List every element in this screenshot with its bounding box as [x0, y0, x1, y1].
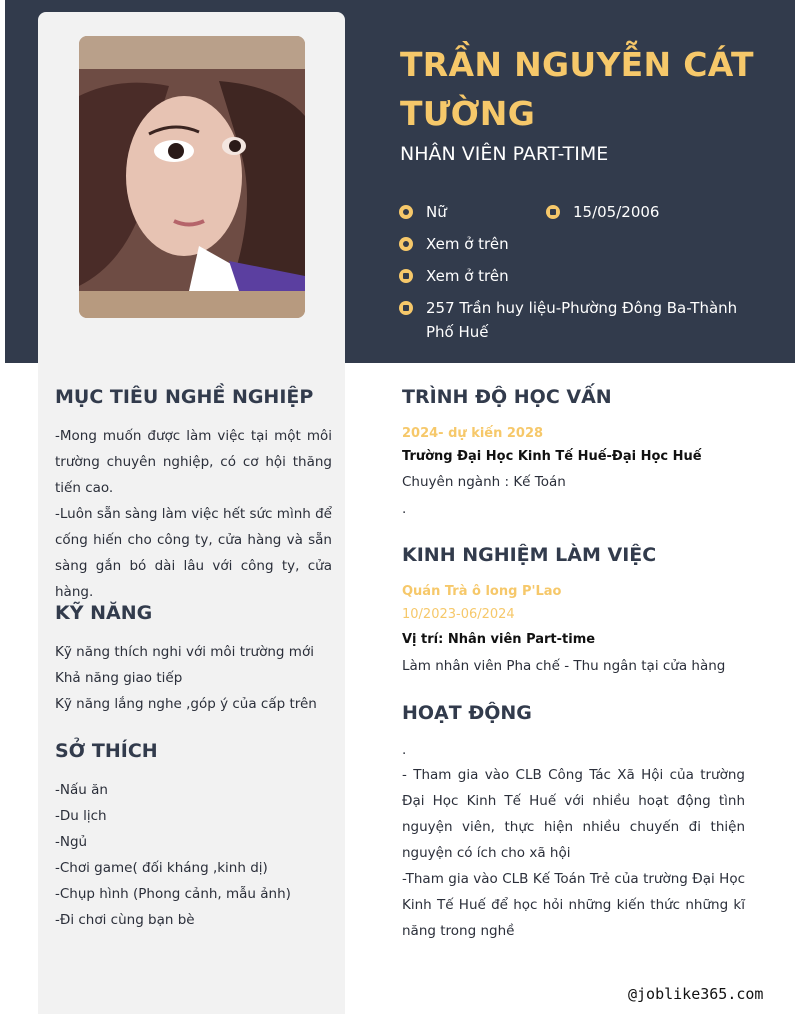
phone-value: Xem ở trên: [426, 235, 509, 253]
skill-item: Kỹ năng thích nghi với môi trường mới: [55, 644, 314, 660]
hobby-item: -Chơi game( đối kháng ,kinh dị): [55, 860, 268, 876]
hobby-item: -Ngủ: [55, 834, 88, 850]
hobby-item: -Đi chơi cùng bạn bè: [55, 912, 195, 928]
objective-title: MỤC TIÊU NGHỀ NGHIỆP: [55, 386, 314, 408]
candidate-name: TRẦN NGUYỄN CÁT TƯỜNG: [400, 45, 754, 133]
education-note: .: [402, 501, 407, 517]
education-school: Trường Đại Học Kinh Tế Huế-Đại Học Huế: [402, 449, 702, 464]
skill-item: Kỹ năng lắng nghe ,góp ý của cấp trên: [55, 696, 317, 712]
experience-company: Quán Trà ô long P'Lao: [402, 584, 562, 599]
address-value: 257 Trần huy liệu-Phường Đông Ba-Thành Phố Huế: [426, 299, 738, 341]
phone-icon: [399, 237, 413, 251]
skill-item: Khả năng giao tiếp: [55, 670, 183, 686]
hobby-item: -Nấu ăn: [55, 782, 108, 798]
experience-description: Làm nhân viên Pha chế - Thu ngân tại cửa hàng: [402, 658, 726, 674]
skills-title: KỸ NĂNG: [55, 602, 153, 624]
hobbies-title: SỞ THÍCH: [55, 740, 158, 762]
address-row: [399, 296, 769, 344]
education-title: TRÌNH ĐỘ HỌC VẤN: [402, 386, 612, 408]
email-value: Xem ở trên: [426, 267, 509, 285]
experience-title: KINH NGHIỆM LÀM VIỆC: [402, 544, 657, 566]
birthday-value: 15/05/2006: [573, 203, 660, 221]
hobby-item: -Du lịch: [55, 808, 107, 824]
gender-row: [399, 200, 447, 224]
hobby-item: -Chụp hình (Phong cảnh, mẫu ảnh): [55, 886, 291, 902]
mail-icon: [399, 269, 413, 283]
activities-note: .: [402, 742, 407, 758]
home-icon: [399, 301, 413, 315]
objective-para-1: -Mong muốn được làm việc tại một môi trường chuyên nghiệp, có cơ hội thăng tiến cao.: [55, 428, 332, 496]
objective-para-2: -Luôn sẵn sàng làm việc hết sức mình để cống hiến cho công ty, cửa hàng và sẵn sàng gắn bó dài lâu với công ty, cửa hàng.: [55, 506, 332, 600]
gender-value: Nữ: [426, 203, 447, 221]
education-major: Chuyên ngành : Kế Toán: [402, 474, 566, 490]
activity-item-1: - Tham gia vào CLB Công Tác Xã Hội của trường Đại Học Kinh Tế Huế với nhiều hoạt động tình nguyện viên, thực hiện nhiều chuyến đi thiện nguyện có ích cho xã hội: [402, 767, 745, 861]
education-period: 2024- dự kiến 2028: [402, 426, 544, 441]
experience-position: Vị trí: Nhân viên Part-time: [402, 632, 596, 647]
email-row: [399, 264, 509, 288]
activity-item-2: -Tham gia vào CLB Kế Toán Trẻ của trường Đại Học Kinh Tế Huế để học hỏi những kiến thức những kĩ năng trong nghề: [402, 871, 745, 939]
job-title: NHÂN VIÊN PART-TIME: [400, 143, 609, 165]
user-icon: [399, 205, 413, 219]
watermark: @joblike365.com: [628, 985, 764, 1003]
activities-title: HOẠT ĐỘNG: [402, 702, 532, 724]
calendar-icon: [546, 205, 560, 219]
profile-photo: [79, 36, 305, 318]
experience-period: 10/2023-06/2024: [402, 607, 515, 622]
phone-row: [399, 232, 509, 256]
birthday-row: [546, 200, 659, 224]
